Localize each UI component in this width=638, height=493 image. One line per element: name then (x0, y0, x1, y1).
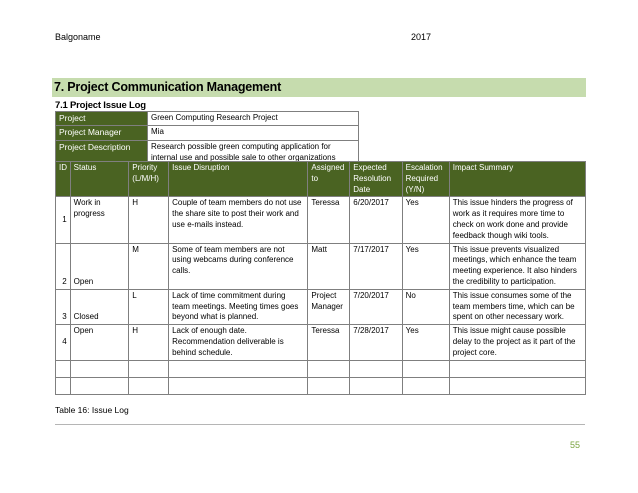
cell-escalation: Yes (402, 243, 449, 289)
project-label: Project (56, 112, 148, 126)
empty-table-row (56, 360, 586, 377)
header-resolution: Expected Resolution Date (350, 162, 402, 197)
section-title: 7. Project Communication Management (54, 80, 282, 94)
cell-impact: This issue consumes some of the team members time, which can be spent on other necessary work. (449, 289, 585, 324)
cell-id: 1 (56, 197, 71, 243)
cell-id: 2 (56, 243, 71, 289)
empty-cell (449, 360, 585, 377)
empty-cell (56, 360, 71, 377)
cell-status: Work in progress (70, 197, 129, 243)
table-row (56, 325, 586, 360)
manager-label: Project Manager (56, 126, 148, 140)
empty-cell (70, 360, 129, 377)
cell-escalation: No (402, 289, 449, 324)
table-header-row (56, 162, 586, 197)
page-number: 55 (570, 440, 581, 450)
header-year: 2017 (411, 32, 432, 42)
cell-status: Open (70, 325, 129, 360)
description-value: Research possible green computing application for internal use and possible sale to other organizations (148, 140, 359, 165)
header-id: ID (56, 162, 71, 197)
empty-cell (56, 377, 71, 394)
empty-cell (70, 377, 129, 394)
header-priority: Priority (L/M/H) (129, 162, 169, 197)
project-info-table (55, 111, 359, 166)
cell-status: Closed (70, 289, 129, 324)
cell-escalation: Yes (402, 325, 449, 360)
description-label: Project Description (56, 140, 148, 165)
empty-cell (350, 360, 402, 377)
header-escalation: Escalation Required (Y/N) (402, 162, 449, 197)
empty-cell (402, 377, 449, 394)
table-row (56, 243, 586, 289)
cell-assigned: Matt (308, 243, 350, 289)
table-caption: Table 16: Issue Log (55, 405, 129, 415)
header-assigned: Assigned to (308, 162, 350, 197)
empty-cell (169, 360, 308, 377)
cell-id: 4 (56, 325, 71, 360)
cell-priority: M (129, 243, 169, 289)
project-value: Green Computing Research Project (148, 112, 359, 126)
header-impact: Impact Summary (449, 162, 585, 197)
empty-cell (129, 377, 169, 394)
header-disruption: Issue Disruption (169, 162, 308, 197)
cell-escalation: Yes (402, 197, 449, 243)
cell-impact: This issue hinders the progress of work as it requires more time to check on work done and provide feedback though wiki tools. (449, 197, 585, 243)
cell-disruption: Some of team members are not using webcams during conference calls. (169, 243, 308, 289)
table-row (56, 289, 586, 324)
cell-disruption: Lack of time commitment during team meetings. Meeting times goes beyond what is planned. (169, 289, 308, 324)
table-row (56, 197, 586, 243)
empty-cell (308, 377, 350, 394)
cell-priority: H (129, 325, 169, 360)
cell-status: Open (70, 243, 129, 289)
empty-cell (308, 360, 350, 377)
cell-impact: This issue prevents visualized meetings, which enhance the team meeting experience. It also hinders the credibility to participation. (449, 243, 585, 289)
project-row (56, 112, 359, 126)
cell-priority: L (129, 289, 169, 324)
empty-table-row (56, 377, 586, 394)
empty-cell (402, 360, 449, 377)
cell-disruption: Lack of enough date. Recommendation deliverable is behind schedule. (169, 325, 308, 360)
cell-assigned: Project Manager (308, 289, 350, 324)
issue-log-table (55, 161, 586, 395)
subsection-title: 7.1 Project Issue Log (55, 100, 146, 111)
header-doc-name: Balgoname (55, 32, 101, 42)
cell-date: 7/17/2017 (350, 243, 402, 289)
cell-impact: This issue might cause possible delay to the project as it part of the project core. (449, 325, 585, 360)
manager-value: Mia (148, 126, 359, 140)
header-status: Status (70, 162, 129, 197)
cell-date: 6/20/2017 (350, 197, 402, 243)
section-title-bar (52, 78, 586, 97)
cell-date: 7/20/2017 (350, 289, 402, 324)
empty-cell (169, 377, 308, 394)
empty-cell (350, 377, 402, 394)
empty-cell (449, 377, 585, 394)
cell-disruption: Couple of team members do not use the share site to post their work and use e-mails instead. (169, 197, 308, 243)
manager-row (56, 126, 359, 140)
cell-assigned: Teressa (308, 325, 350, 360)
cell-id: 3 (56, 289, 71, 324)
empty-cell (129, 360, 169, 377)
cell-date: 7/28/2017 (350, 325, 402, 360)
cell-priority: H (129, 197, 169, 243)
footer-divider (55, 424, 585, 425)
cell-assigned: Teressa (308, 197, 350, 243)
